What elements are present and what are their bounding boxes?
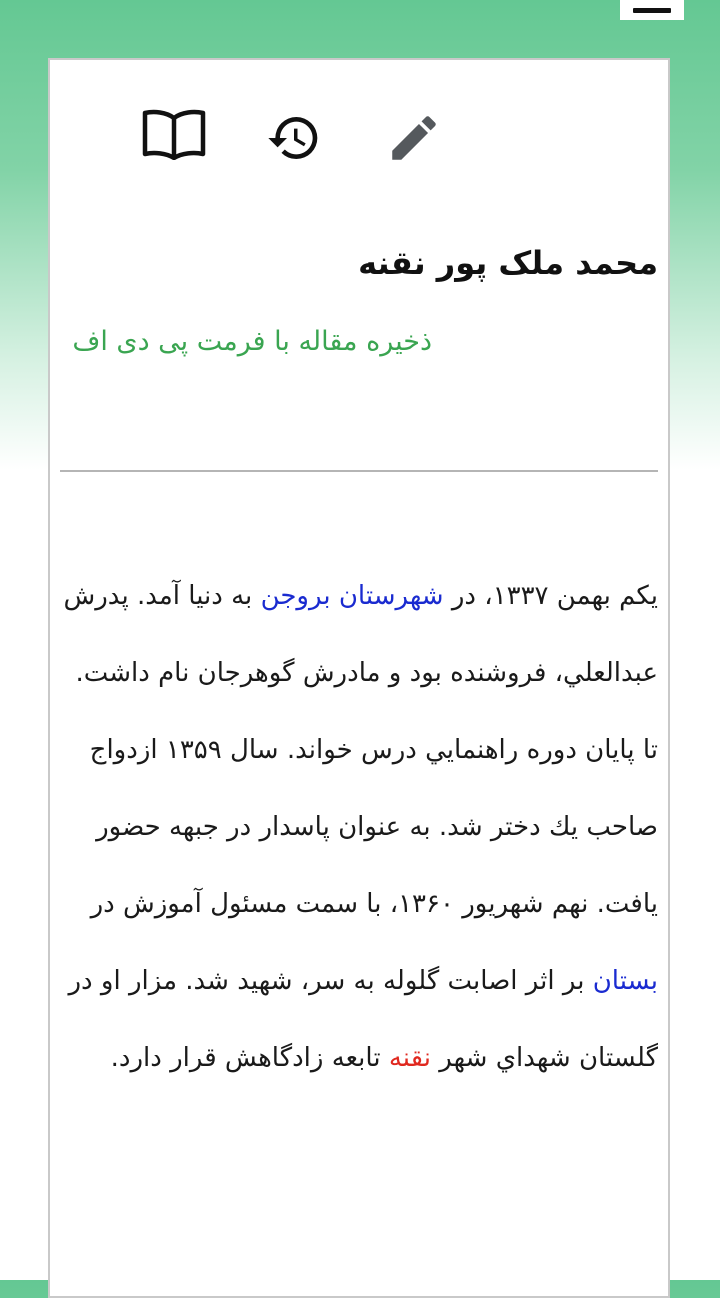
text-segment: تابعه زادگاهش قرار دارد. (110, 1043, 389, 1073)
text-segment: به دنيا آمد. پدرش عبدالعلي، فروشنده بود و مادرش گوهرجان نام داشت. تا پايان دوره راهنمايي درس خواند. سال ۱۳۵۹ ازدواج صاحب يك دختر شد. به عنوان پاسدار در جبهه حضور يافت. نهم شهريور ۱۳۶۰، با سمت مسئول آموزش در (63, 581, 658, 919)
article-toolbar (50, 60, 668, 220)
link-naghneh[interactable]: نقنه (388, 1043, 432, 1073)
pencil-edit-icon (385, 109, 443, 167)
article-paragraph (60, 558, 658, 1097)
open-book-icon (142, 108, 206, 160)
history-button[interactable] (264, 108, 324, 168)
history-icon (266, 110, 322, 166)
text-segment: يکم بهمن ۱۳۳۷، در (443, 581, 658, 611)
article-title: محمد ملک پور نقنه (358, 244, 658, 282)
article-card (48, 58, 670, 1298)
save-pdf-link[interactable]: ذخیره مقاله با فرمت پی دی اف (72, 326, 432, 357)
hamburger-menu-icon (633, 8, 671, 13)
read-button[interactable] (142, 106, 206, 162)
menu-button[interactable] (620, 0, 684, 20)
link-boroujen-county[interactable]: شهرستان بروجن (260, 581, 444, 611)
link-bostan[interactable]: بستان (592, 966, 658, 996)
divider (60, 470, 658, 472)
edit-button[interactable] (384, 108, 444, 168)
text-segment: بر اثر اصابت گلوله به سر، شهيد شد. مزار او در گلستان شهداي شهر (68, 966, 658, 1073)
article-body (60, 558, 658, 1097)
